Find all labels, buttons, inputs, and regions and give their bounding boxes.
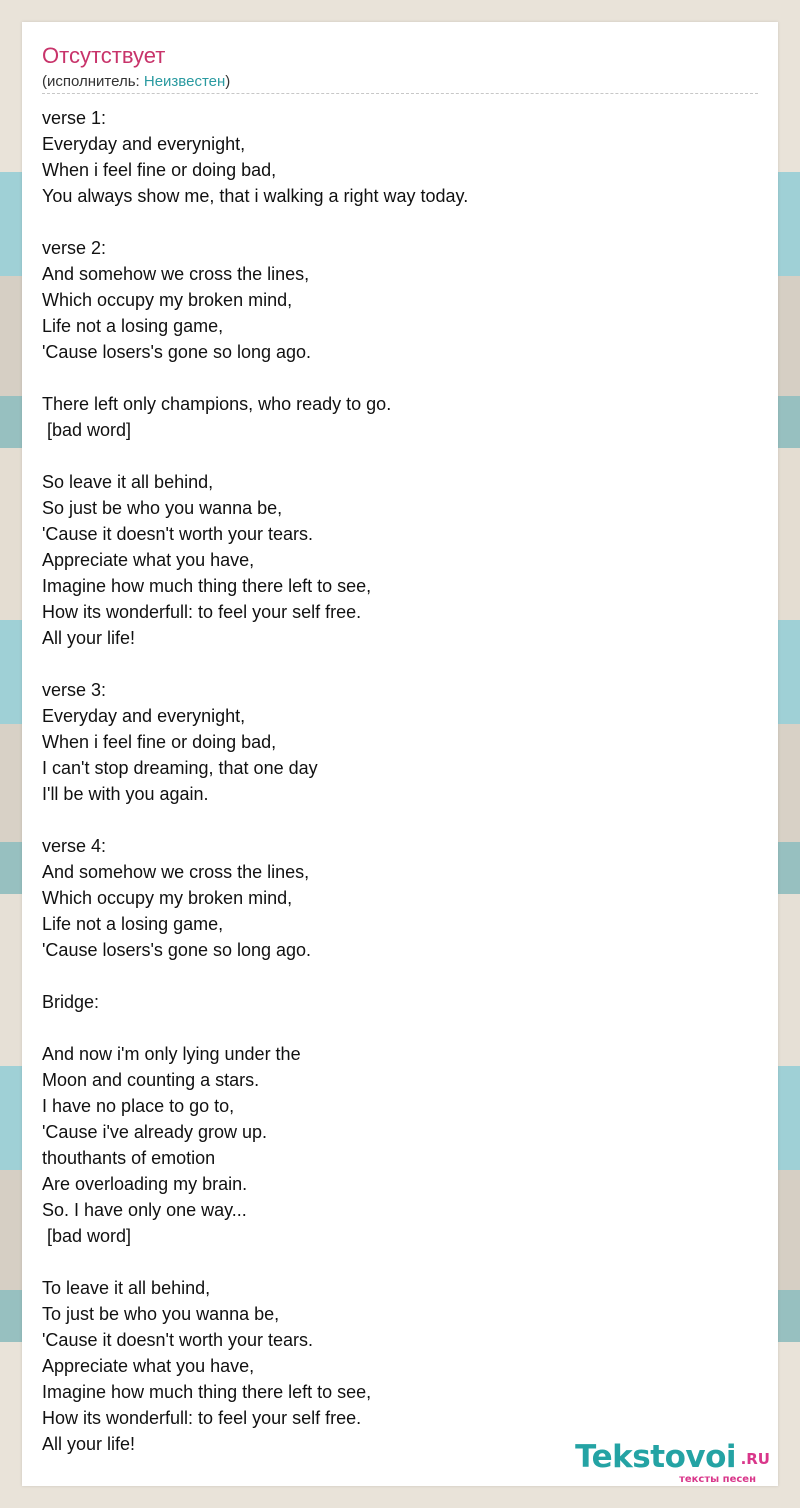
logo-tagline: тексты песен bbox=[679, 1474, 756, 1485]
artist-line bbox=[42, 73, 230, 91]
title-divider bbox=[42, 93, 758, 94]
logo-name: Tekstovoi bbox=[575, 1439, 736, 1475]
artist-prefix: (исполнитель: bbox=[42, 73, 144, 90]
site-logo[interactable] bbox=[560, 1438, 770, 1488]
song-title: Отсутствует bbox=[42, 43, 166, 68]
artist-suffix: ) bbox=[225, 73, 231, 90]
lyrics-card bbox=[22, 22, 778, 1486]
artist-link[interactable]: Неизвестен bbox=[143, 73, 226, 90]
logo-tld: .RU bbox=[740, 1450, 770, 1468]
lyrics-text: verse 1: Everyday and everynight, When i feel fine or doing bad, You always show me, that i walking a right way today. verse 2: And somehow we cross the lines, Which occupy my broken mind, Life not a losing game, 'Cause losers's gone so long ago. There left only champions, who ready to go. [bad word] So leave it all behind, So just be who you wanna be, 'Cause it doesn't worth your tears. Appreciate what you have, Imagine how much thing there left to see, How its wonderfull: to feel your self free. All your life! verse 3: Everyday and everynight, When i feel fine or doing bad, I can't stop dreaming, that one day I'll be with you again. verse 4: And somehow we cross the lines, Which occupy my broken mind, Life not a losing game, 'Cause losers's gone so long ago. Bridge: And now i'm only lying under the Moon and counting a stars. I have no place to go to, 'Cause i've already grow up. thouthants of emotion Are overloading my brain. So. I have only one way... [bad word] To leave it all behind, To just be who you wanna be, 'Cause it doesn't worth your tears. Appreciate what you have, Imagine how much thing there left to see, How its wonderfull: to feel your self free. All your life! bbox=[42, 108, 469, 1454]
